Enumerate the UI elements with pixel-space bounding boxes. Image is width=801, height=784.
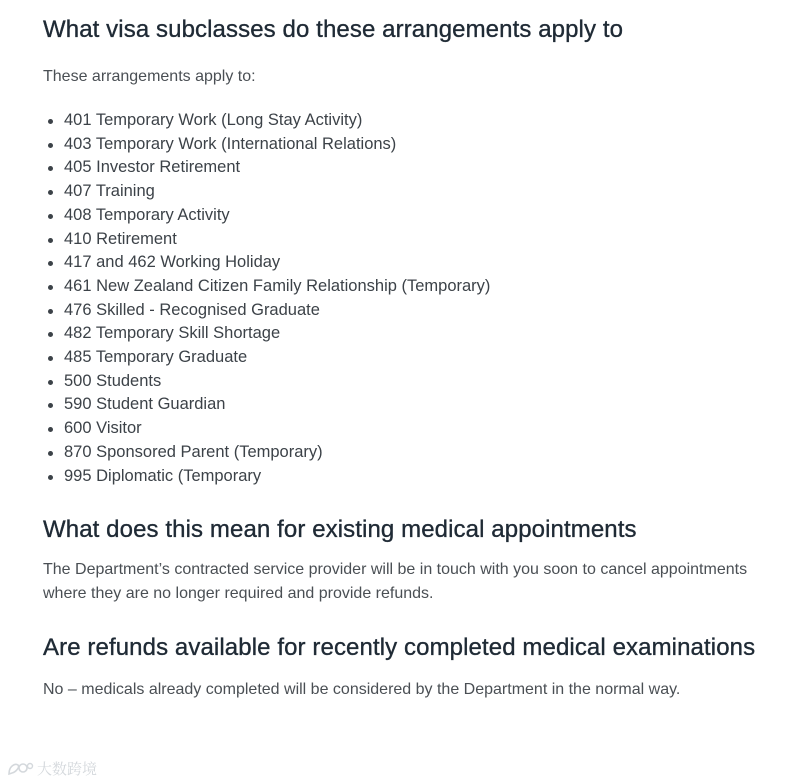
list-item: 410 Retirement xyxy=(64,228,783,252)
list-item: 417 and 462 Working Holiday xyxy=(64,251,783,275)
visa-subclass-list xyxy=(43,109,783,488)
list-item: 600 Visitor xyxy=(64,417,783,441)
list-item: 590 Student Guardian xyxy=(64,393,783,417)
watermark xyxy=(6,758,97,779)
list-item: 461 New Zealand Citizen Family Relationship (Temporary) xyxy=(64,275,783,299)
medical-appointments-text: The Department’s contracted service provider will be in touch with you soon to cancel appointments where they are no longer required and provide refunds. xyxy=(43,561,748,603)
list-item: 407 Training xyxy=(64,180,783,204)
list-item: 401 Temporary Work (Long Stay Activity) xyxy=(64,109,783,133)
medical-appointments-heading: What does this mean for existing medical appointments xyxy=(43,516,637,544)
watermark-logo-icon xyxy=(6,760,34,778)
visa-intro-text: These arrangements apply to: xyxy=(43,68,256,85)
list-item: 476 Skilled - Recognised Graduate xyxy=(64,299,783,323)
main-content xyxy=(43,14,783,702)
visa-subclasses-heading: What visa subclasses do these arrangements apply to xyxy=(43,16,624,43)
list-item: 405 Investor Retirement xyxy=(64,156,783,180)
refunds-heading: Are refunds available for recently completed medical examinations xyxy=(43,634,756,662)
watermark-text: 大数跨境 xyxy=(37,760,98,778)
list-item: 995 Diplomatic (Temporary xyxy=(64,465,783,489)
list-item: 500 Students xyxy=(64,370,783,394)
list-item: 485 Temporary Graduate xyxy=(64,346,783,370)
list-item: 482 Temporary Skill Shortage xyxy=(64,322,783,346)
list-item: 408 Temporary Activity xyxy=(64,204,783,228)
list-item: 403 Temporary Work (International Relations) xyxy=(64,133,783,157)
refunds-text: No – medicals already completed will be considered by the Department in the normal way. xyxy=(43,681,681,699)
list-item: 870 Sponsored Parent (Temporary) xyxy=(64,441,783,465)
